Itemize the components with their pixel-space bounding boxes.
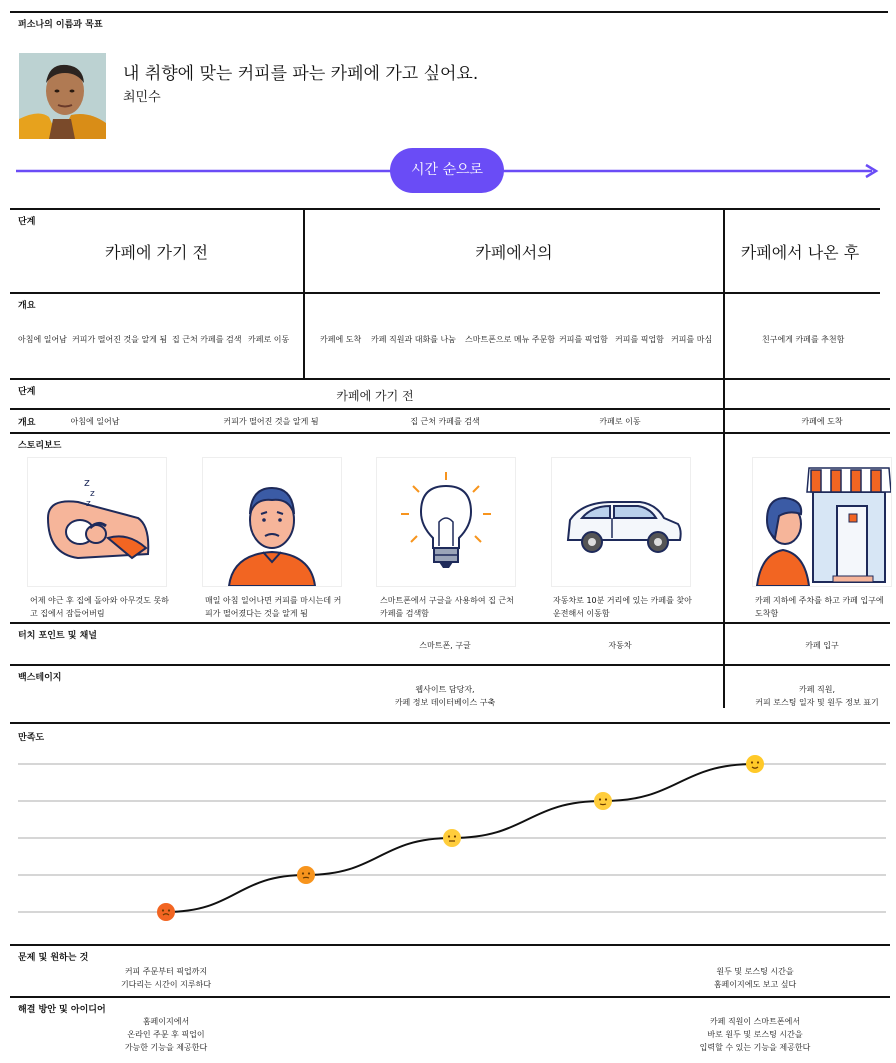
problems-border: [10, 944, 890, 946]
problem-item: 원두 및 로스팅 시간을 홈페이지에도 보고 싶다: [713, 967, 797, 989]
scene-text: 카페 지하에 주차를 하고 카페 입구에 도착함: [755, 596, 884, 618]
satisfaction-emoji-icon: [157, 903, 175, 921]
detail-stage: 카페에 가기 전: [336, 389, 414, 403]
solution-item: 홈페이지에서 온라인 주문 후 픽업이 가능한 기능을 제공한다: [124, 1017, 208, 1052]
sleeping-person-icon: [28, 458, 166, 586]
touchpoint-item: 카페 입구: [805, 641, 839, 650]
persona-avatar: [19, 53, 106, 139]
car-icon: [552, 458, 690, 586]
touchpoint-label: 터치 포인트 및 채널: [18, 631, 97, 641]
touchpoint-border: [10, 622, 890, 624]
persona-section-label: 퍼소나의 이름과 목표: [18, 20, 103, 30]
problem-item: 커피 주문부터 픽업까지 기다리는 시간이 지루하다: [120, 967, 212, 989]
overview-top-border: [10, 208, 880, 210]
storyboard-card: [551, 457, 691, 587]
touchpoint-item: 스마트폰, 구글: [419, 641, 471, 650]
satisfaction-emoji-icon: [594, 792, 612, 810]
problems-label: 문제 및 원하는 것: [18, 953, 89, 963]
overview-mid-border: [10, 292, 880, 294]
overview-summary-label: 개요: [18, 301, 36, 311]
summary-item: 커피를 픽업함: [559, 335, 608, 344]
summary-item: 집 근처 카페를 검색: [172, 335, 242, 344]
detail-stage-label: 단계: [18, 387, 36, 397]
solution-item: 카페 직원이 스마트폰에서 바로 원두 및 로스팅 시간을 입력할 수 있는 기능을 제공한다: [699, 1017, 811, 1052]
step-item: 커피가 떨어진 것을 알게 됨: [223, 417, 319, 426]
summary-item: 친구에게 카페를 추천함: [762, 335, 845, 344]
overview-stage-label: 단계: [18, 217, 36, 227]
scene-text: 자동차로 10분 거리에 있는 카페를 찾아 운전해서 이동함: [553, 596, 692, 618]
storyboard-card: [27, 457, 167, 587]
detail-top-border: [10, 378, 890, 380]
summary-item: 커피가 떨어진 것을 알게 됨: [72, 335, 168, 344]
svg-text:z: z: [90, 489, 95, 499]
step-item: 집 근처 카페를 검색: [410, 417, 480, 426]
overview-stage-after: 카페에서 나온 후: [740, 243, 860, 262]
summary-item: 카페 직원과 대화를 나눔: [371, 335, 456, 344]
detail-steps-border: [10, 408, 890, 410]
overview-stage-before: 카페에 가기 전: [105, 243, 208, 262]
satisfaction-label: 만족도: [18, 733, 45, 743]
touchpoint-item: 자동차: [608, 641, 632, 650]
scene-text: 어제 야근 후 집에 돌아와 아무것도 못하고 집에서 잠들어버림: [30, 596, 169, 618]
step-item: 카페에 도착: [801, 417, 843, 426]
storyboard-card: [752, 457, 892, 587]
svg-text:z: z: [84, 476, 90, 489]
detail-summary-label: 개요: [18, 418, 36, 428]
top-divider: [10, 11, 888, 13]
persona-goal: 내 취향에 맞는 커피를 파는 카페에 가고 싶어요.: [123, 64, 479, 84]
summary-item: 카페로 이동: [248, 335, 290, 344]
storyboard-border: [10, 432, 890, 434]
step-item: 아침에 일어남: [70, 417, 120, 426]
satisfaction-emoji-icon: [746, 755, 764, 773]
summary-item: 스마트폰으로 메뉴 주문함: [465, 335, 556, 344]
summary-item: 아침에 일어남: [18, 335, 67, 344]
storyboard-card: [376, 457, 516, 587]
worried-person-icon: [203, 458, 341, 586]
storyboard-card: [202, 457, 342, 587]
lightbulb-icon: [377, 458, 515, 586]
scene-text: 매일 아침 일어나면 커피를 마시는데 커피가 떨어졌다는 것을 알게 됨: [205, 596, 342, 618]
satisfaction-border: [10, 722, 890, 724]
scene-text: 스마트폰에서 구글을 사용하여 집 근처 카페를 검색함: [380, 596, 514, 618]
backstage-label: 백스테이지: [18, 673, 62, 683]
svg-text:z: z: [86, 499, 91, 509]
storyboard-label: 스토리보드: [18, 441, 62, 451]
satisfaction-emoji-icon: [443, 829, 461, 847]
summary-item: 카페에 도착: [320, 335, 362, 344]
cafe-entrance-icon: [753, 458, 891, 586]
timeline-label: 시간 순으로: [390, 148, 504, 193]
summary-item: 커피를 픽업함: [615, 335, 664, 344]
satisfaction-emoji-icon: [297, 866, 315, 884]
solutions-label: 해결 방안 및 아이디어: [18, 1005, 106, 1015]
overview-stage-during: 카페에서의: [475, 243, 553, 262]
step-item: 카페로 이동: [599, 417, 641, 426]
overview-divider-2: [723, 208, 725, 708]
backstage-item: 카페 직원, 커피 로스팅 일자 및 원두 정보 표기: [755, 685, 879, 707]
solutions-border: [10, 996, 890, 998]
summary-item: 커피를 마심: [671, 335, 713, 344]
satisfaction-chart: [0, 740, 896, 930]
backstage-border: [10, 664, 890, 666]
persona-name: 최민수: [123, 90, 161, 105]
backstage-item: 웹사이트 담당자, 카페 정보 데이터베이스 구축: [394, 685, 496, 707]
